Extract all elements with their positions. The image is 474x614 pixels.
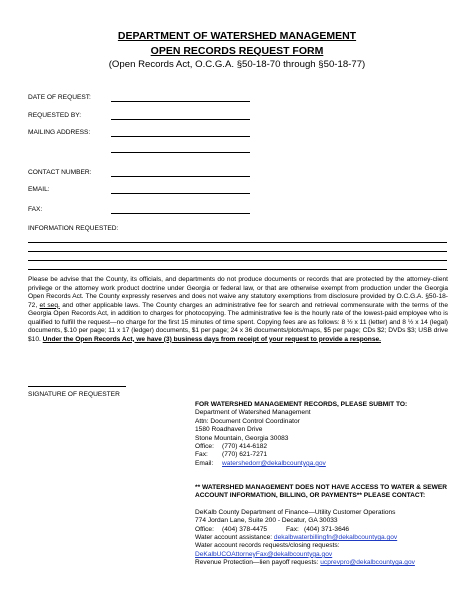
title-form: OPEN RECORDS REQUEST FORM [150, 45, 324, 57]
water-closing-email[interactable]: DeKalbUCOAttorneyFax@dekalbcountyga.gov [195, 550, 333, 558]
label-email: EMAIL: [28, 186, 50, 193]
label-contact: CONTACT NUMBER: [28, 169, 92, 176]
water-closing-label: Water account records requests/closing requests: [195, 542, 340, 550]
water-revenue-label: Revenue Protection—lien payoff requests: [195, 559, 321, 567]
submit-email-label: Email: [195, 459, 214, 467]
submit-heading: FOR WATERSHED MANAGEMENT RECORDS, PLEASE SUBMIT TO: [195, 401, 408, 408]
submit-attention: Attn: Document Control Coordinator [195, 417, 300, 425]
notice-et-seq: et seq. [39, 301, 60, 309]
label-information: INFORMATION REQUESTED: [28, 225, 119, 232]
water-department: DeKalb County Department of Finance—Utility Customer Operations [195, 508, 396, 516]
field-mailing-line-2[interactable] [111, 152, 250, 153]
field-info-line-1[interactable] [28, 242, 447, 243]
water-office-phone: (404) 378-4475 [222, 525, 268, 533]
water-address: 774 Jordan Lane, Suite 200 - Decatur, GA 30033 [195, 517, 338, 525]
submit-email-link[interactable]: watershedorr@dekalbcountyga.gov [222, 459, 326, 467]
water-assist-email[interactable]: dekalbwaterbillingfn@dekalbcountyga.gov [273, 534, 398, 542]
water-heading: ** WATERSHED MANAGEMENT DOES NOT HAVE ACCESS TO WATER & SEWER ACCOUNT INFORMATION, BILLING, OR PAYMENTS** PLEASE CONTACT: [195, 484, 448, 500]
label-fax: FAX: [28, 206, 43, 213]
submit-email-row [195, 460, 455, 468]
notice-deadline: Under the Open Records Act, we have (3) business days from receipt of your request to provide a response. [42, 335, 381, 343]
notice-paragraph [28, 276, 448, 344]
notice-text-2: and other applicable laws. The County charges an administrative fee for search and retrieval commensurate with the terms of the Georgia Open Records Act, in addition to charges for photocopying. The administrative fee is the hourly rate of the lowest-paid employee who is qualified to fulfill the request—no charge for the first 15 minutes of time spent. Copying fees are as follows: 8 ½ x 11 (letter) and 8 ½ x 14 (legal) documents, $.10 per page; 11 x 17 (ledger) documents, $1 per page; 24 x 36 documents/plots/maps, $5 per page; CDs $2; DVDs $3; USB drive $10. [28, 301, 449, 343]
submit-department: Department of Watershed Management [195, 409, 311, 417]
submit-office-phone: (770) 414-6182 [222, 443, 268, 451]
field-fax-line[interactable] [111, 213, 250, 214]
water-fax-number: (404) 371-3646 [304, 525, 350, 533]
field-requested-by-line[interactable] [111, 119, 250, 120]
field-date-line[interactable] [111, 101, 250, 102]
title-department: DEPARTMENT OF WATERSHED MANAGEMENT [117, 30, 357, 42]
signature-line[interactable] [28, 386, 126, 387]
submit-fax-label: Fax: [195, 451, 208, 459]
field-mailing-line-1[interactable] [111, 136, 250, 137]
water-office-label: Office: [195, 525, 214, 533]
submit-office-label: Office: [195, 443, 214, 451]
field-email-line[interactable] [111, 193, 250, 194]
water-fax-label: Fax: [286, 525, 299, 533]
submit-fax-number: (770) 621-7271 [222, 451, 268, 459]
water-revenue-email[interactable]: ucprevpro@dekalbcountyga.gov [320, 559, 415, 567]
submit-city: Stone Mountain, Georgia 30083 [195, 434, 289, 442]
submit-office-row [195, 443, 455, 451]
title-statute: (Open Records Act, O.C.G.A. §50-18-70 through §50-18-77) [108, 59, 366, 70]
label-requested-by: REQUESTED BY: [28, 112, 82, 119]
field-contact-line[interactable] [111, 176, 250, 177]
water-assist-row [195, 534, 455, 542]
water-block [195, 484, 455, 568]
submit-fax-row [195, 451, 455, 459]
label-date: DATE OF REQUEST: [28, 94, 91, 101]
signature-label: SIGNATURE OF REQUESTER [28, 391, 120, 398]
water-phone-row [195, 526, 455, 534]
label-mailing: MAILING ADDRESS: [28, 129, 91, 136]
water-revenue-row [195, 559, 455, 567]
submit-street: 1580 Roadhaven Drive [195, 426, 263, 434]
notice-text-1: Please be advise that the County, its officials, and departments do not produce documents or records that are protected by the attorney-client privilege or the attorney work product doctrine under Georgia or federal law, or that are otherwise exempt from production under the Georgia Open Records Act. The County expressly reserves and does not waive any statutory exemptions from disclosure provided by O.C.G.A. §50-18-72, [28, 276, 448, 309]
field-info-line-2[interactable] [28, 251, 447, 252]
field-info-line-4[interactable] [28, 269, 447, 270]
water-assist-label: Water account assistance: [195, 534, 274, 542]
submit-block [195, 401, 455, 468]
field-info-line-3[interactable] [28, 260, 447, 261]
